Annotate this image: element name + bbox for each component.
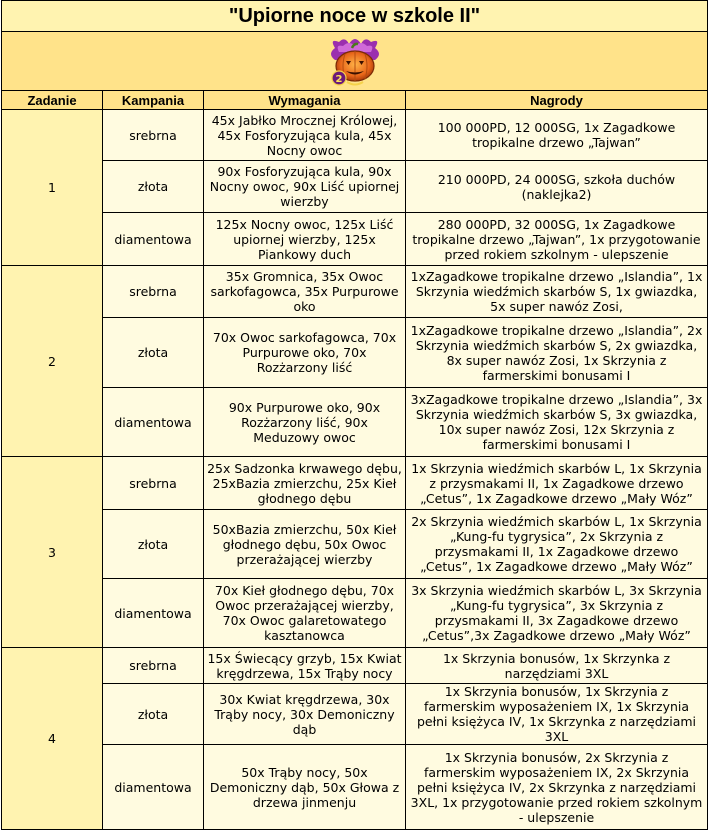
task-number: 3 — [2, 457, 103, 648]
header-kampania: Kampania — [103, 91, 204, 110]
campaign-cell: diamentowa — [103, 745, 204, 830]
requirements-cell: 50xBazia zmierzchu, 50x Kieł głodnego dębu, 50x Owoc przerażającej wierzby — [204, 510, 406, 579]
table-row — [2, 161, 708, 213]
table-row — [2, 510, 708, 579]
table-row — [2, 579, 708, 648]
requirements-cell: 45x Jabłko Mrocznej Królowej, 45x Fosforyzująca kula, 45x Nocny owoc — [204, 110, 406, 161]
requirements-cell: 25x Sadzonka krwawego dębu, 25xBazia zmierzchu, 25x Kieł głodnego dębu — [204, 457, 406, 510]
rewards-cell: 3x Skrzynia wiedźmich skarbów L, 3x Skrzynia „Kung-fu tygrysica”, 3x Skrzynia z przysmakami II, 3x Zagadkowe drzewo „Cetus”,3x Zagadkowe drzewo „Mały Wóz” — [406, 579, 708, 648]
campaign-cell: srebrna — [103, 266, 204, 318]
table-row — [2, 388, 708, 457]
campaign-cell: srebrna — [103, 457, 204, 510]
rewards-cell: 280 000PD, 32 000SG, 1x Zagadkowe tropikalne drzewo „Tajwan”, 1x przygotowanie przed rokiem szkolnym - ulepszenie — [406, 213, 708, 266]
requirements-cell: 125x Nocny owoc, 125x Liść upiornej wierzby, 125x Piankowy duch — [204, 213, 406, 266]
requirements-cell: 70x Kieł głodnego dębu, 70x Owoc przerażającej wierzby, 70x Owoc galaretowatego kasztanowca — [204, 579, 406, 648]
rewards-cell: 210 000PD, 24 000SG, szkoła duchów (naklejka2) — [406, 161, 708, 213]
table-row — [2, 745, 708, 830]
campaign-cell: diamentowa — [103, 579, 204, 648]
icon-row — [2, 32, 708, 91]
rewards-cell: 1xZagadkowe tropikalne drzewo „Islandia”, 2x Skrzynia wiedźmich skarbów S, 2x gwiazdka, 8x super nawóz Zosi, 1x Skrzynia z farmerskimi bonusami I — [406, 318, 708, 388]
table-row — [2, 213, 708, 266]
rewards-cell: 3xZagadkowe tropikalne drzewo „Islandia”, 3x Skrzynia wiedźmich skarbów S, 3x gwiazdka, 10x super nawóz Zosi, 12x Skrzynia z farmerskimi bonusami I — [406, 388, 708, 457]
requirements-cell: 15x Świecący grzyb, 15x Kwiat kręgdrzewa, 15x Trąby nocy — [204, 648, 406, 684]
table-row — [2, 684, 708, 745]
pumpkin-ghost-icon — [325, 34, 385, 88]
requirements-cell: 90x Purpurowe oko, 90x Rozżarzony liść, 90x Meduzowy owoc — [204, 388, 406, 457]
requirements-cell: 90x Fosforyzująca kula, 90x Nocny owoc, 90x Liść upiornej wierzby — [204, 161, 406, 213]
rewards-cell: 2x Skrzynia wiedźmich skarbów L, 1x Skrzynia „Kung-fu tygrysica”, 2x Skrzynia z przysmakami II, 1x Zagadkowe drzewo „Cetus”, 1x Zagadkowe drzewo „Mały Wóz” — [406, 510, 708, 579]
table-row — [2, 648, 708, 684]
header-wymagania: Wymagania — [204, 91, 406, 110]
rewards-cell: 100 000PD, 12 000SG, 1x Zagadkowe tropikalne drzewo „Tajwan” — [406, 110, 708, 161]
campaign-cell: złota — [103, 510, 204, 579]
campaign-cell: srebrna — [103, 648, 204, 684]
quest-table — [1, 0, 708, 830]
table-row — [2, 110, 708, 161]
table-row — [2, 318, 708, 388]
rewards-cell: 1xZagadkowe tropikalne drzewo „Islandia”, 1x Skrzynia wiedźmich skarbów S, 1x gwiazdka, 5x super nawóz Zosi, — [406, 266, 708, 318]
rewards-cell: 1x Skrzynia bonusów, 1x Skrzynia z farmerskim wyposażeniem IX, 1x Skrzynia pełni księżyca IV, 1x Skrzynka z narzędziami 3XL — [406, 684, 708, 745]
campaign-cell: diamentowa — [103, 213, 204, 266]
campaign-cell: srebrna — [103, 110, 204, 161]
task-number: 4 — [2, 648, 103, 830]
table-row — [2, 457, 708, 510]
table-row — [2, 266, 708, 318]
requirements-cell: 70x Owoc sarkofagowca, 70x Purpurowe oko, 70x Rozżarzony liść — [204, 318, 406, 388]
campaign-cell: diamentowa — [103, 388, 204, 457]
header-nagrody: Nagrody — [406, 91, 708, 110]
title-row — [2, 1, 708, 32]
rewards-cell: 1x Skrzynia bonusów, 2x Skrzynia z farmerskim wyposażeniem IX, 2x Skrzynia pełni księżyca IV, 2x Skrzynka z narzędziami 3XL, 1x przygotowanie przed rokiem szkolnym - ulepszenie — [406, 745, 708, 830]
rewards-cell: 1x Skrzynia bonusów, 1x Skrzynka z narzędziami 3XL — [406, 648, 708, 684]
icon-badge: 2 — [335, 74, 342, 85]
requirements-cell: 50x Trąby nocy, 50x Demoniczny dąb, 50x Głowa z drzewa jinmenju — [204, 745, 406, 830]
table-header — [2, 91, 708, 110]
campaign-cell: złota — [103, 161, 204, 213]
rewards-cell: 1x Skrzynia wiedźmich skarbów L, 1x Skrzynia z przysmakami II, 1x Zagadkowe drzewo „Cetus”, 1x Zagadkowe drzewo „Mały Wóz” — [406, 457, 708, 510]
task-number: 1 — [2, 110, 103, 266]
requirements-cell: 35x Gromnica, 35x Owoc sarkofagowca, 35x Purpurowe oko — [204, 266, 406, 318]
page-title: "Upiorne noce w szkole II" — [2, 1, 708, 32]
header-zadanie: Zadanie — [2, 91, 103, 110]
requirements-cell: 30x Kwiat kręgdrzewa, 30x Trąby nocy, 30x Demoniczny dąb — [204, 684, 406, 745]
campaign-cell: złota — [103, 684, 204, 745]
campaign-cell: złota — [103, 318, 204, 388]
task-number: 2 — [2, 266, 103, 457]
